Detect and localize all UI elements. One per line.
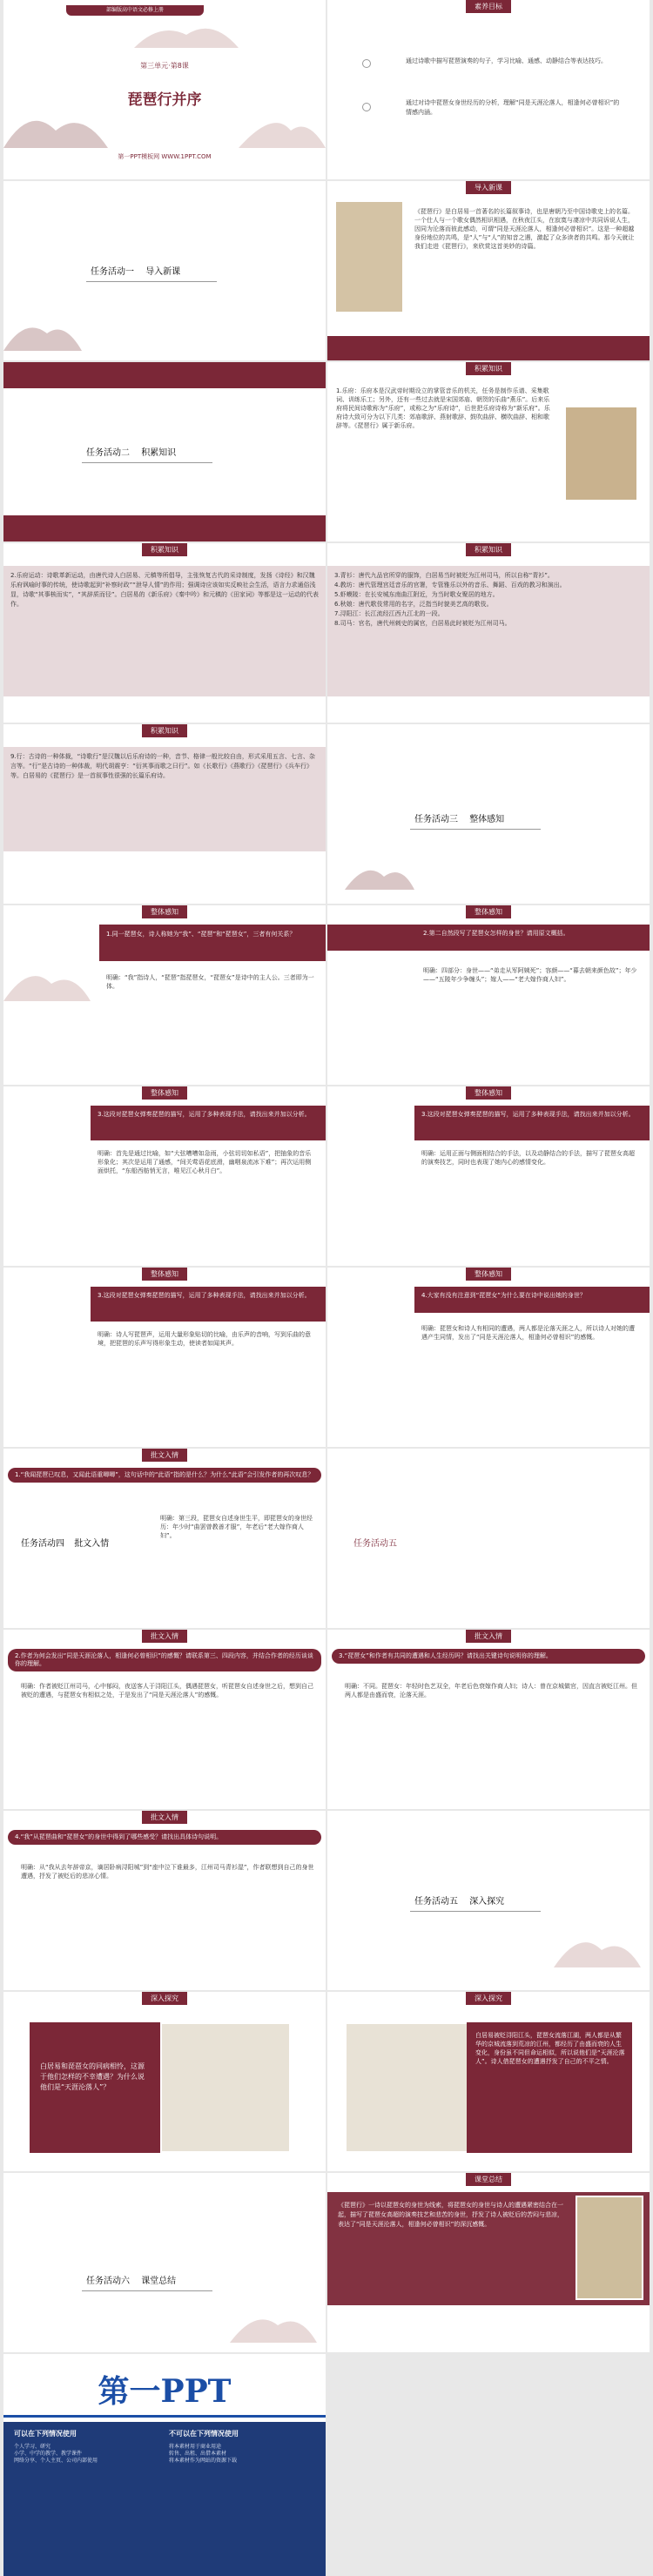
mountain-decoration (554, 1924, 641, 1967)
activity-label: 任务活动二 (86, 448, 130, 458)
slide-explore-1 (3, 1992, 326, 2171)
allowed-item: 网络分享、个人主页、公司内部使用 (14, 2458, 98, 2464)
slide-knowledge-1 (327, 362, 650, 541)
slide-intro (327, 181, 650, 360)
forbidden-item: 转售、出租、出借本素材 (169, 2451, 227, 2457)
brand-logo: 第一PPT (98, 2373, 232, 2410)
top-band (3, 362, 326, 388)
question-text: 3.这段对琵琶女弹奏琵琶的描写，运用了多种表现手法，请找出来并加以分析。 (98, 1111, 311, 1118)
bullet-icon (362, 59, 371, 68)
divider (3, 2415, 326, 2418)
answer-text: 明确：第三段，琵琶女自述身世生平，即琵琶女的身世经历：年少时“曲罢曾教善才服”，年老后“老大嫁作商人妇”。 (160, 1515, 313, 1539)
knowledge-item: 7.浔阳江：长江流经江西九江北的一段。 (334, 610, 444, 617)
slide-tab: 整体感知 (142, 1086, 187, 1100)
knowledge-item: 3.青衫：唐代九品官所穿的服饰，白居易当时被贬为江州司马，所以自称“青衫”。 (334, 572, 554, 579)
slide-empathy-4 (3, 1811, 326, 1990)
explore-text: 白居易被贬浔阳江头，琵琶女流落江湖，两人都是从繁华的京城流落到荒凉的江州，都经历了由盛而衰的人生变化，身份虽不同但命运相似，所以说他们是“天涯沦落人”。诗人借琵琶女的遭遇抒发了自己的不平之情。 (475, 2032, 625, 2065)
mountain-decoration (3, 96, 108, 148)
slide-tab: 批文入情 (466, 1630, 511, 1643)
answer-text: 明确：运用正面与侧面相结合的手法，以及动静结合的手法，描写了琵琶女高超的演奏技艺，同时也表现了她内心的感情变化。 (421, 1150, 635, 1166)
divider (410, 829, 541, 830)
allowed-item: 小学、中学的教学、教学课件 (14, 2451, 83, 2457)
knowledge-text: 2.乐府运动：诗歌革新运动，由唐代诗人白居易、元稹等所倡导，主张恢复古代的采诗制度，发扬《诗经》和汉魏乐府讽喻时事的传统，使诗歌起到“补察时政”“泄导人情”的作用；强调诗应该如实反映社会生活，语言力求通俗浅显，诗歌“其事核而实”，“其辞质而径”。白居易的《新乐府》《秦中吟》和元稹的《田家词》等都是这一运动的代表作。 (10, 572, 320, 608)
slide-tab: 批文入情 (142, 1811, 187, 1824)
slide-empathy-1 (327, 1449, 650, 1628)
slide-tab: 整体感知 (466, 1268, 511, 1281)
slide-tab: 积累知识 (466, 543, 511, 556)
empty-area (327, 2354, 650, 2576)
goal-item: 通过对诗中琵琶女身世经历的分析，理解“同是天涯沦落人，相逢何必曾相识”的情感内涵。 (406, 99, 620, 116)
ink-painting-image (345, 2022, 484, 2153)
slide-tab: 整体感知 (142, 905, 187, 918)
slide-tab: 深入探究 (142, 1992, 187, 2005)
mountain-decoration (239, 104, 326, 148)
activity-name: 深入探究 (469, 1897, 505, 1907)
intro-text: 《琵琶行》是白居易一首著名的长篇叙事诗，也是唐朝乃至中国诗歌史上的名篇。一个仕人与一个歌女偶然相识相遇，在秋夜江头，在寂寞与凄凉中共同诉说人生，因同为沦落而彼此感动，可谓“同是天涯沦落人，相逢何必曾相识”。这是一种超越身份地位的共鸣，是“人”与“人”的知音之遇，激起了众多读者的共鸣。那今天就让我们走进《琵琶行》，来欣赏这首美妙的诗篇。 (414, 208, 635, 250)
mountain-decoration (345, 855, 414, 890)
answer-text: 明确：从“我从去年辞帝京，谪居卧病浔阳城”到“座中泣下谁最多，江州司马青衫湿”，作者联想到自己的身世遭遇，抒发了被贬后的悲凉心情。 (21, 1864, 314, 1880)
summary-text: 《琵琶行》一诗以琵琶女的身世为线索，将琵琶女的身世与诗人的遭遇紧密结合在一起，描写了琵琶女高超的演奏技艺和悲苦的身世，抒发了诗人被贬后的苦闷与悲凉，表达了“同是天涯沦落人，相逢何必曾相识”的深沉感慨。 (338, 2202, 563, 2228)
slide-banner: 部编版高中语文必修上册 (66, 5, 204, 16)
slide-goals (327, 0, 650, 179)
slide-empathy-2 (3, 1630, 326, 1809)
ink-painting-image (160, 2022, 291, 2153)
question-text: 4.大家有没有注意到“琵琶女”为什么要在诗中说出她的身世？ (421, 1292, 586, 1299)
divider (82, 462, 212, 463)
slide-activity-6 (3, 2173, 326, 2352)
slide-perception-6 (327, 1268, 650, 1447)
goal-item: 通过诗歌中描写琵琶演奏的句子，学习比喻、通感、动静结合等表达技巧。 (406, 57, 607, 64)
slide-empathy-3 (327, 1630, 650, 1809)
slide-license (3, 2354, 326, 2576)
unit-label: 第三单元·第8课 (140, 62, 189, 70)
slide-activity-5 (327, 1811, 650, 1990)
answer-text: 明确：四部分：身世——“弟走从军阿姨死”；容颜——“暮去朝来颜色故”；年少——“五陵年少争缠头”；嫁人——“老大嫁作商人妇”。 (423, 967, 637, 983)
activity-label: 任务活动五 (414, 1897, 458, 1907)
bottom-band (3, 515, 326, 541)
mountain-decoration (230, 2304, 317, 2343)
slide-summary (327, 2173, 650, 2352)
divider (410, 1911, 541, 1912)
activity-label: 任务活动六 (86, 2277, 130, 2286)
slide-tab: 积累知识 (142, 543, 187, 556)
forbidden-item: 将本素材作为网站的资源下载 (169, 2458, 238, 2464)
answer-text: 明确：琵琶女和诗人有相同的遭遇，两人都是沦落天涯之人，所以诗人对她的遭遇产生同情，发出了“同是天涯沦落人，相逢何必曾相识”的感慨。 (421, 1325, 635, 1341)
question-text: 1.同一琵琶女，诗人称她为“我”、“琵琶”和“琵琶女”，三者有何关系？ (106, 931, 296, 938)
bamboo-scroll-image (564, 406, 638, 501)
mountain-decoration (134, 17, 239, 48)
knowledge-item: 4.教坊：唐代管理宫廷音乐的官署，专管雅乐以外的音乐、舞蹈、百戏的教习和演出。 (334, 582, 566, 589)
activity-name: 导入新课 (145, 267, 181, 277)
slide-tab: 导入新课 (466, 181, 511, 194)
slide-perception-3 (3, 1086, 326, 1266)
activity-label: 任务活动一 (91, 267, 134, 277)
allowed-item: 个人学习、研究 (14, 2444, 51, 2450)
calligraphy-image (576, 2196, 643, 2300)
lesson-title: 琵琶行并序 (127, 91, 202, 109)
answer-text: 明确：作者被贬江州司马，心中郁闷，夜送客人于浔阳江头，偶遇琵琶女，听琵琶女自述身世之后，想到自己被贬的遭遇，与琵琶女有相似之处，于是发出了“同是天涯沦落人”的感慨。 (21, 1683, 313, 1698)
answer-text: 明确：首先是通过比喻，如“大弦嘈嘈如急雨，小弦切切如私语”，把抽象的音乐形象化；其次是运用了通感，“间关莺语花底滑，幽咽泉流冰下难”；再次运用侧面烘托，“东船西舫悄无言，唯见江心秋月白”。 (98, 1150, 312, 1174)
question-pill: 4.“我”从琵琶曲和“琵琶女”的身世中得到了哪些感受？请找出具体诗句说明。 (8, 1830, 321, 1845)
knowledge-text: 1.乐府：乐府本是汉武帝时期设立的掌管音乐的机关，任务是制作乐谱、采集歌词、训练乐工；另外，还有一些过去就是宋国郊庙、朝贺的乐曲“燕乐”。后来乐府将民间诗歌称为“乐府”，或称之为“乐府诗”，后世把乐府诗称为“新乐府”。乐府诗大致可分为以下几类：郊庙歌辞、燕射歌辞、鼓吹曲辞、横吹曲辞、相和歌辞等。《琵琶行》属于新乐府。 (336, 387, 550, 429)
slide-explore-2 (327, 1992, 650, 2171)
knowledge-item: 6.秋娘：唐代歌伎常用的名字，泛指当时貌美艺高的歌伎。 (334, 601, 493, 608)
slide-activity-1 (3, 181, 326, 360)
slide-tab: 批文入情 (142, 1630, 187, 1643)
slide-knowledge-4 (3, 724, 326, 904)
slide-perception-5 (3, 1268, 326, 1447)
slide-perception-2 (327, 905, 650, 1085)
painting-image (334, 200, 404, 313)
slide-tab: 积累知识 (466, 362, 511, 375)
question-pill: 1.“我闻琵琶已叹息，又闻此语重唧唧”，这句话中的“此语”指的是什么？为什么“此语”会引发作者的再次叹息？ (8, 1468, 321, 1483)
mountain-decoration (3, 312, 82, 351)
slide-tab: 素养目标 (466, 0, 511, 13)
slide-perception-4 (327, 1086, 650, 1266)
slide-tab: 整体感知 (142, 1268, 187, 1281)
forbidden-item: 将本素材用于商业用途 (169, 2444, 222, 2450)
forbidden-title: 不可以在下列情况使用 (169, 2430, 239, 2438)
footer-brand: 第一PPT模板网 WWW.1PPT.COM (118, 153, 212, 160)
slide-tab: 积累知识 (142, 724, 187, 737)
allowed-title: 可以在下列情况使用 (14, 2430, 77, 2438)
knowledge-text: 9.行：古诗的一种体裁，“诗歌行”是汉魏以后乐府诗的一种，音节、格律一般比较自由，形式采用五言、七言、杂言等。“行”是古诗的一种体裁，明代胡震亨：“衍其事而歌之曰行”。如《长歌行》《燕歌行》《琵琶行》《兵车行》等。白居易的《琵琶行》是一首叙事性很强的长篇乐府诗。 (10, 753, 315, 779)
slide-tab: 批文入情 (142, 1449, 187, 1462)
slide-activity-3 (327, 724, 650, 904)
answer-text: 明确：不同。琵琶女：年轻时色艺双全，年老后色衰嫁作商人妇；诗人：曾在京城做官，因直言被贬江州。但两人都是由盛而衰，沦落天涯。 (345, 1683, 637, 1698)
activity-name: 课堂总结 (141, 2277, 177, 2286)
activity-name: 整体感知 (469, 815, 505, 824)
knowledge-item: 5.虾蟆陵：在长安城东南曲江附近，为当时歌女聚居的地方。 (334, 591, 499, 598)
divider (82, 2290, 212, 2291)
mountain-decoration (3, 958, 91, 1001)
slide-tab: 整体感知 (466, 905, 511, 918)
bottom-band (327, 336, 650, 360)
slide-tab: 整体感知 (466, 1086, 511, 1100)
slide-activity-2 (3, 362, 326, 541)
question-pill: 3.“琵琶女”和作者有共同的遭遇和人生经历吗？请找出关键诗句说明你的理解。 (332, 1649, 645, 1664)
question-text: 3.这段对琵琶女弹奏琵琶的描写，运用了多种表现手法，请找出来并加以分析。 (98, 1292, 311, 1299)
answer-text: 明确：“我”指诗人，“琵琶”指琵琶女，“琵琶女”是诗中的主人公。三者即为一体。 (106, 974, 314, 990)
divider (86, 281, 217, 282)
activity-name: 批文入情 (74, 1539, 110, 1549)
answer-text: 明确：诗人写琵琶声，运用大量形象贴切的比喻，由乐声的音响，写到乐曲的意境，把琵琶的乐声写得形象生动，使读者如闻其声。 (98, 1331, 311, 1347)
slide-perception-1 (3, 905, 326, 1085)
bullet-icon (362, 103, 371, 111)
slide-tab: 课堂总结 (466, 2173, 511, 2186)
activity-label: 任务活动三 (414, 815, 458, 824)
question-text: 3.这段对琵琶女弹奏琵琶的描写，运用了多种表现手法，请找出来并加以分析。 (421, 1111, 635, 1118)
slide-tab: 深入探究 (466, 1992, 511, 2005)
slide-knowledge-3 (327, 543, 650, 723)
activity-label: 任务活动五 (353, 1539, 397, 1549)
explore-text: 白居易和琵琶女的同病相怜，这源于他们怎样的不幸遭遇？为什么说他们是“天涯沦落人”？ (40, 2062, 145, 2091)
slide-title (3, 0, 326, 179)
activity-label: 任务活动四 (21, 1539, 64, 1549)
knowledge-item: 8.司马：官名，唐代州刺史的属官，白居易此时被贬为江州司马。 (334, 620, 511, 627)
question-text: 2.第二自然段写了琵琶女怎样的身世？请用原文概括。 (423, 930, 569, 937)
slide-activity-4 (3, 1449, 326, 1628)
slide-knowledge-2 (3, 543, 326, 723)
activity-name: 积累知识 (141, 448, 177, 458)
question-pill: 2.作者为何会发出“同是天涯沦落人，相逢何必曾相识”的感慨？请联系第三、四段内容，并结合作者的经历谈谈你的理解。 (8, 1649, 321, 1671)
